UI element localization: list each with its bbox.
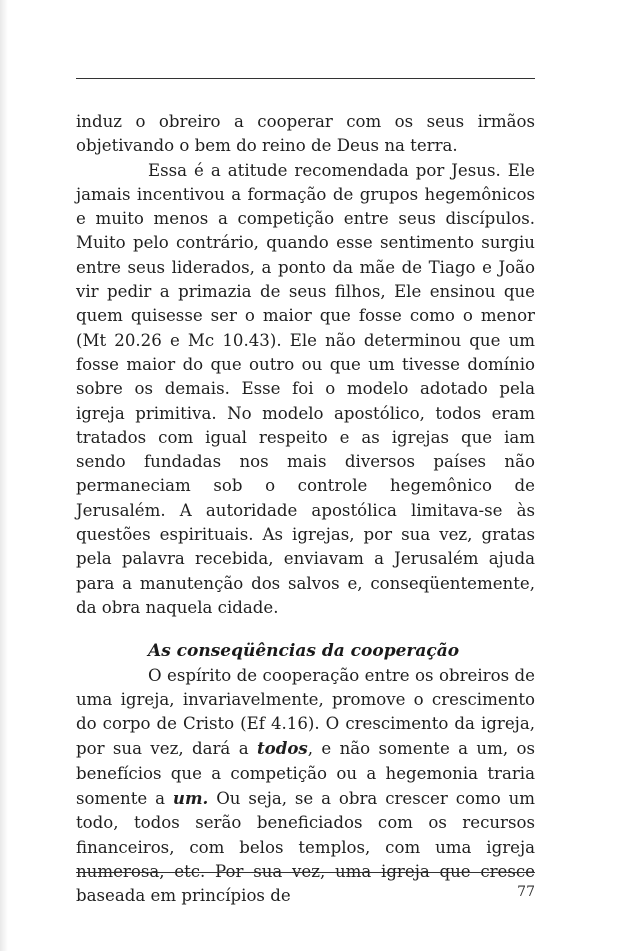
emphasis-todos: todos: [256, 738, 308, 759]
body-paragraph-1: induz o obreiro a cooperar com os seus irmãos objetivando o bem do reino de Deus na terra.: [76, 112, 535, 156]
section-text-1: O espírito de cooperação entre os obreiros de uma igreja, invariavelmente, promove o crescimento do corpo de Cristo (Ef 4.16). O crescimento da igreja, por sua vez, dará a: [76, 665, 535, 759]
bottom-rule: [76, 872, 535, 873]
section-heading: As conseqüências da cooperação: [148, 641, 460, 662]
binding-shadow: [0, 0, 8, 951]
top-rule: [76, 78, 535, 79]
page-body: [76, 110, 535, 909]
body-paragraph-2: Essa é a atitude recomendada por Jesus. Ele jamais incentivou a formação de grupos hegemônicos e muito menos a competição entre seus discípulos. Muito pelo contrário, quando esse sentimento surgiu entre seus liderados, a ponto da mãe de Tiago e João vir pedir a primazia de seus filhos, Ele ensinou que quem quisesse ser o maior que fosse como o menor (Mt 20.26 e Mc 10.43). Ele não determinou que um fosse maior do que outro ou que um tivesse domínio sobre os demais. Esse foi o modelo adotado pela igreja primitiva. No modelo apostólico, todos eram tratados com igual respeito e as igrejas que iam sendo fundadas nos mais diversos países não permaneciam sob o controle hegemônico de Jerusalém. A autoridade apostólica limitava-se às questões espirituais. As igrejas, por sua vez, gratas pela palavra recebida, enviavam a Jerusalém ajuda para a manutenção dos salvos e, conseqüentemente, da obra naquela cidade.: [76, 160, 535, 617]
section-text-2: , e não somente a um, os benefícios que a competição ou a hegemonia traria somente a: [76, 739, 535, 809]
emphasis-um: um.: [172, 788, 209, 809]
section-text-3: Ou seja, se a obra crescer como um todo, todos serão beneficiados com os recursos financeiros, com belos templos, com uma igreja numerosa, etc. Por sua vez, uma igreja que cresce baseada em princípios de: [76, 789, 536, 906]
page-number: 77: [517, 884, 535, 900]
